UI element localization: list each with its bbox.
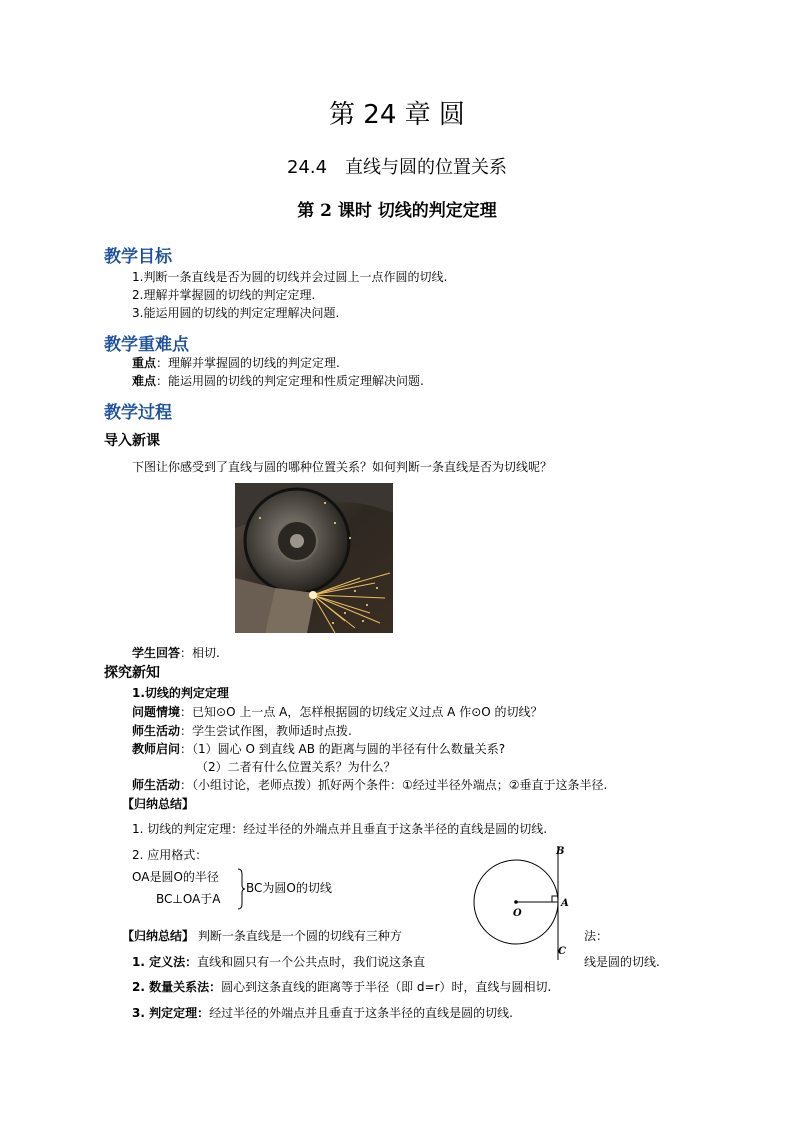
center-point: [514, 900, 518, 904]
goal-item-3: 3.能运用圆的切线的判定定理解决问题.: [132, 306, 340, 320]
method1-text-b: 线是圆的切线.: [584, 955, 660, 969]
label-o: O: [513, 908, 522, 919]
summary2-text-b: 法：: [584, 929, 609, 943]
activity1-label: 师生活动: [132, 724, 181, 738]
lesson-title: 第 2 课时 切线的判定定理: [297, 201, 497, 221]
intro-question: 下图让你感受到了直线与圆的哪种位置关系？如何判断一条直线是否为切线呢？: [132, 460, 553, 474]
activity2-label: 师生活动: [132, 778, 181, 792]
problem-label: 问题情境: [132, 705, 181, 719]
activity1-text: ：学生尝试作图，教师适时点拨.: [180, 724, 352, 738]
tangent-diagram: [470, 840, 600, 970]
theorem-text: 1. 切线的判定定理：经过半径的外端点并且垂直于这条半径的直线是圆的切线.: [132, 822, 548, 836]
teacher-q1: ：（1）圆心 O 到直线 AB 的距离与圆的半径有什么数量关系?: [180, 742, 506, 756]
goals-heading: 教学目标: [104, 247, 172, 267]
sub1-heading: 1.切线的判定定理: [132, 686, 229, 700]
summary2-text-a: 判断一条直线是一个圆的切线有三种方: [194, 929, 402, 943]
student-answer-label: 学生回答: [132, 646, 181, 660]
label-b: B: [556, 846, 565, 857]
problem-text: ：已知⊙O 上一点 A，怎样根据圆的切线定义过点 A 作⊙O 的切线？: [180, 705, 543, 719]
activity2-text: ：（小组讨论，老师点拨）抓好两个条件：①经过半径外端点；②垂直于这条半径.: [180, 778, 608, 792]
focus-label: 重点: [132, 356, 157, 370]
difficulty-line: [132, 372, 424, 389]
format-label: 2. 应用格式：: [132, 848, 208, 862]
format-line-2: BC⊥OA于A: [156, 892, 221, 906]
method1-label: 1. 定义法：: [132, 955, 198, 969]
goal-item-1: 1.判断一条直线是否为圆的切线并会过圆上一点作圆的切线.: [132, 270, 448, 284]
summary-heading: 【归纳总结】: [122, 797, 195, 811]
focus-text: ：理解并掌握圆的切线的判定定理.: [156, 356, 340, 370]
chapter-title: 第 24 章 圆: [329, 100, 465, 130]
label-a: A: [561, 898, 569, 909]
focus-line: [132, 354, 340, 371]
method3-line: [132, 1004, 513, 1021]
method2-line: [132, 978, 551, 995]
teacher-q2: （2）二者有什么位置关系？为什么？: [196, 760, 396, 774]
activity2-line: [132, 776, 607, 793]
teacher-q-label: 教师启问: [132, 742, 181, 756]
key-points-heading: 教学重难点: [104, 335, 189, 355]
difficulty-label: 难点: [132, 374, 157, 388]
activity1-line: [132, 722, 352, 739]
format-line-1: OA是圆O的半径: [132, 870, 219, 884]
label-c: C: [558, 946, 566, 957]
summary2-heading: 【归纳总结】: [122, 929, 195, 943]
method3-label: 3. 判定定理：: [132, 1006, 210, 1020]
teacher-q-line: [132, 740, 505, 757]
process-heading: 教学过程: [104, 403, 172, 423]
right-angle-mark: [552, 896, 558, 902]
right-brace: [236, 868, 246, 910]
student-answer: [132, 644, 220, 661]
section-title: 24.4 直线与圆的位置关系: [286, 157, 508, 178]
problem-line: [132, 703, 543, 720]
difficulty-text: ：能运用圆的切线的判定定理和性质定理解决问题.: [156, 374, 424, 388]
method1-text-a: 直线和圆只有一个公共点时，我们说这条直: [197, 955, 426, 969]
goal-item-2: 2.理解并掌握圆的切线的判定定理.: [132, 288, 316, 302]
intro-heading: 导入新课: [104, 433, 160, 449]
grinder-sparks-photo: [235, 483, 393, 633]
summary2-line: [122, 927, 402, 944]
method3-text: 经过半径的外端点并且垂直于这条半径的直线是圆的切线.: [209, 1006, 513, 1020]
format-conclusion: BC为圆O的切线: [246, 881, 332, 895]
method1-line: [132, 953, 425, 970]
student-answer-text: ：相切.: [180, 646, 220, 660]
method2-label: 2. 数量关系法：: [132, 980, 222, 994]
method2-text: 圆心到这条直线的距离等于半径（即 d=r）时，直线与圆相切.: [221, 980, 552, 994]
explore-heading: 探究新知: [104, 665, 160, 681]
